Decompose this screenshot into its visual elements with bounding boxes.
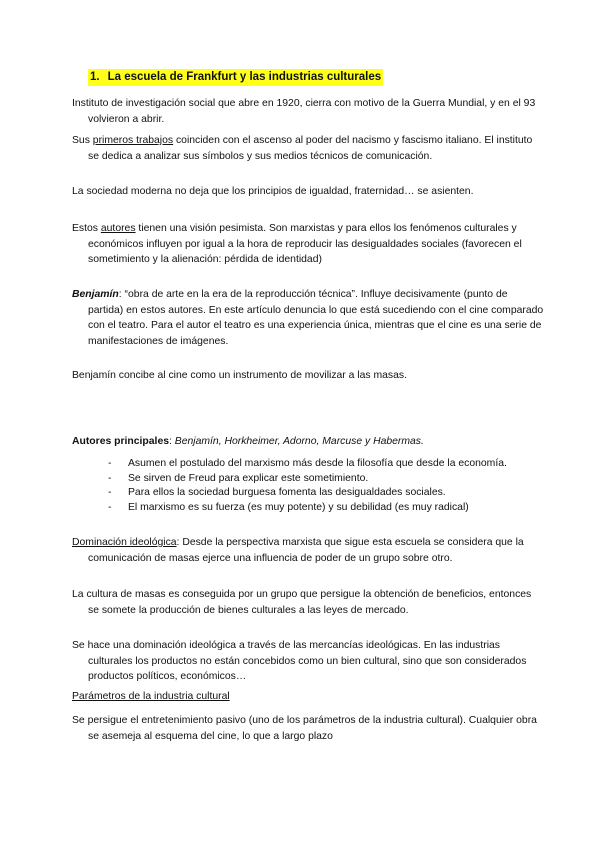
list-item: - Se sirven de Freud para explicar este sometimiento. [108, 472, 369, 484]
paragraph-modern-society: La sociedad moderna no deja que los principios de igualdad, fraternidad… se asienten. [72, 186, 474, 197]
paragraph-ideological-goods: Se hace una dominación ideológica a través de las mercancías ideológicas. En las industrias culturales los productos no están concebidos como un bien cultural, sino que son considerados productos políticos, económicos… [72, 640, 527, 682]
paragraph-mass-culture: La cultura de masas es conseguida por un grupo que persigue la obtención de beneficios, entonces se somete la producción de bienes culturales a las leyes de mercado. [72, 589, 532, 616]
paragraph-institute: Instituto de investigación social que abre en 1920, cierra con motivo de la Guerra Mundial, y en el 93 volvieron a abrir. [72, 98, 536, 125]
underlined-term: autores [100, 223, 136, 234]
section-title: La escuela de Frankfurt y las industrias culturales [107, 71, 382, 83]
list-item: - Para ellos la sociedad burguesa fomenta las desigualdades sociales. [108, 487, 446, 498]
benjamin-name: Benjamín [72, 289, 119, 300]
authors-bullet-list [108, 457, 528, 515]
underlined-term: primeros trabajos [92, 135, 174, 146]
paragraph-first-works: Sus primeros trabajos coinciden con el ascenso al poder del nacismo y fascismo italiano. El instituto se dedica a analizar sus símbolos y sus medios técnicos de comunicación. [72, 135, 533, 162]
section-heading [88, 69, 383, 86]
authors-names: Benjamín, Horkheimer, Adorno, Marcuse y Habermas. [174, 436, 424, 447]
underlined-term: Dominación ideológica [72, 537, 177, 548]
list-item: - El marxismo es su fuerza (es muy potente) y su debilidad (es muy radical) [108, 501, 469, 513]
paragraph-cinema: Benjamín concibe al cine como un instrumento de movilizar a las masas. [72, 370, 407, 381]
paragraph-passive-entertainment: Se persigue el entretenimiento pasivo (uno de los parámetros de la industria cultural). Cualquier obra se asemeja al esquema del cine, lo que a largo plazo [72, 715, 537, 742]
paragraph-benjamin: Benjamín: “obra de arte en la era de la reproducción técnica”. Influye decisivamente (punto de partida) en estos autores. En este artículo denuncia lo que está sucediendo con el cine comparado con el teatro. Para el autor el teatro es una experiencia única, mientras que el cine es una serie de manifestaciones de imágenes. [72, 289, 544, 347]
subheading-parameters: Parámetros de la industria cultural [72, 691, 230, 702]
paragraph-authors: Estos autores tienen una visión pesimista. Son marxistas y para ellos los fenómenos culturales y económicos influyen por igual a la hora de reproducir las desigualdades sociales (favorecen el sometimiento y la alienación: pérdida de identidad) [72, 223, 522, 265]
paragraph-ideological-domination: Dominación ideológica: Desde la perspectiva marxista que sigue esta escuela se considera que la comunicación de masas ejerce una influencia de poder de un grupo sobre otro. [72, 537, 524, 564]
list-item: - Asumen el postulado del marxismo más desde la filosofía que desde la economía. [108, 458, 507, 469]
paragraph-main-authors: Autores principales: Benjamín, Horkheimer, Adorno, Marcuse y Habermas. [72, 436, 424, 447]
authors-label: Autores principales [72, 436, 170, 447]
section-number: 1. [90, 71, 100, 83]
